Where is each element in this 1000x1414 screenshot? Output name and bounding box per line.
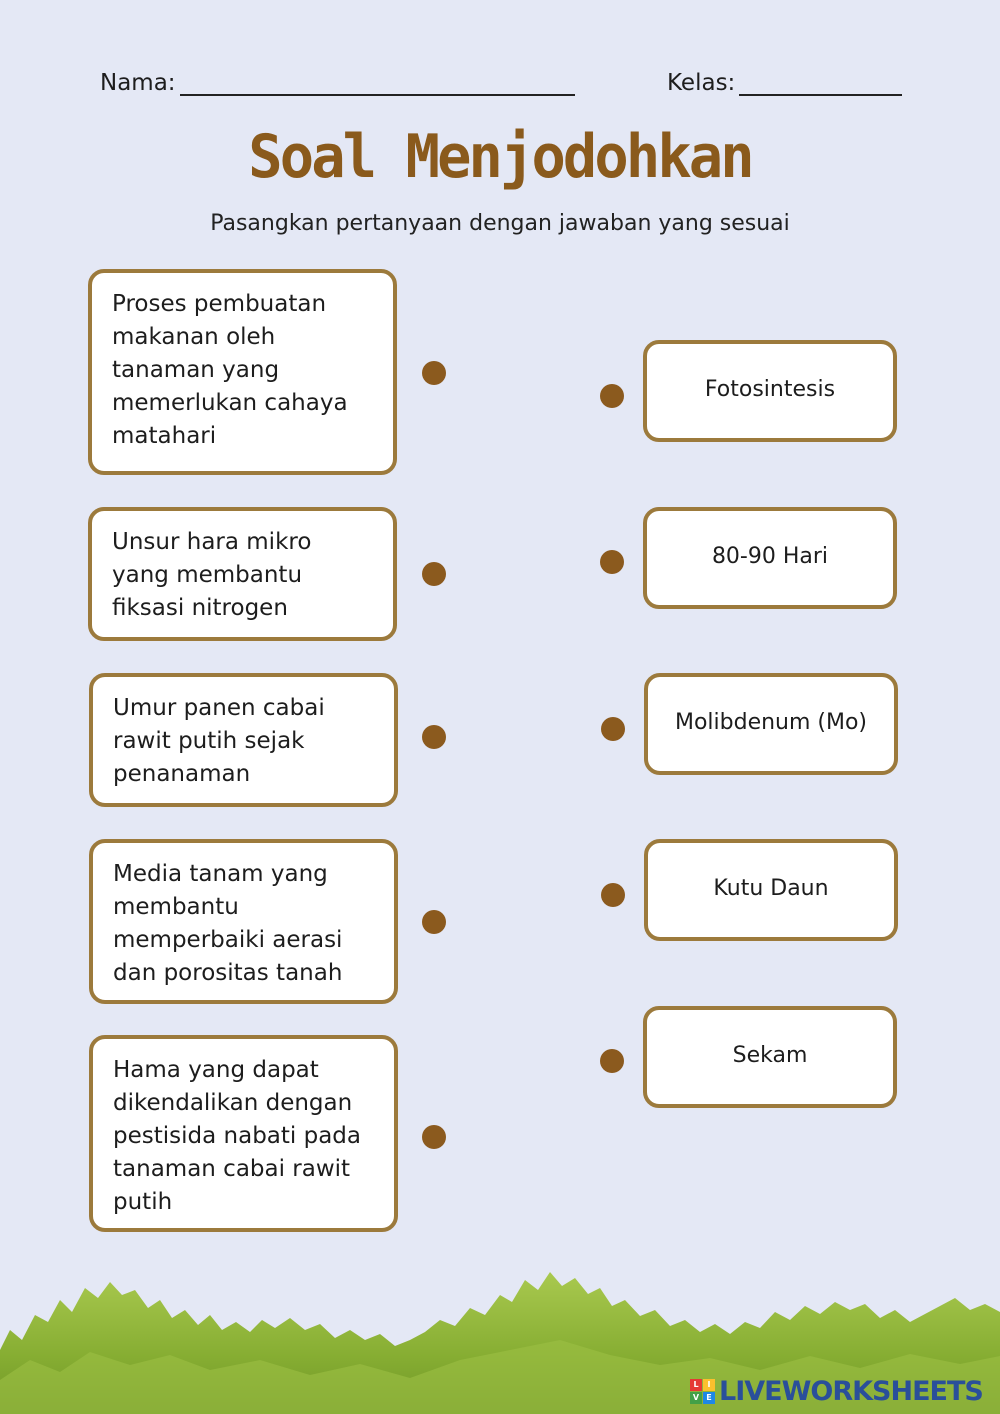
name-label: Nama: bbox=[100, 70, 176, 96]
answer-card-1 bbox=[643, 340, 897, 442]
question-card-4: Media tanam yang membantu memperbaiki aerasi dan porositas tanah bbox=[89, 839, 398, 1004]
answer-card-5 bbox=[643, 1006, 897, 1108]
answer-text-1: Fotosintesis bbox=[704, 376, 836, 402]
answer-dot-5[interactable] bbox=[600, 1049, 624, 1073]
answer-card-3 bbox=[644, 673, 898, 775]
question-card-2: Unsur hara mikro yang membantu fiksasi nitrogen bbox=[88, 507, 397, 641]
answer-dot-1[interactable] bbox=[600, 384, 624, 408]
class-label: Kelas: bbox=[667, 70, 736, 96]
question-dot-5[interactable] bbox=[422, 1125, 446, 1149]
name-blank bbox=[180, 70, 575, 96]
answer-dot-2[interactable] bbox=[600, 550, 624, 574]
liveworksheets-brand[interactable] bbox=[690, 1374, 983, 1408]
answer-text-2: 80-90 Hari bbox=[711, 543, 829, 569]
question-dot-4[interactable] bbox=[422, 910, 446, 934]
question-card-1: Proses pembuatan makanan oleh tanaman yang memerlukan cahaya matahari bbox=[88, 269, 397, 475]
name-field bbox=[100, 70, 575, 96]
question-dot-1[interactable] bbox=[422, 361, 446, 385]
answer-text-3: Molibdenum (Mo) bbox=[674, 709, 868, 735]
instructions: Pasangkan pertanyaan dengan jawaban yang sesuai bbox=[210, 211, 790, 236]
brand-text: LIVEWORKSHEETS bbox=[719, 1375, 983, 1407]
class-blank bbox=[739, 70, 902, 96]
page-title: Soal Menjodohkan bbox=[248, 122, 752, 192]
question-card-5: Hama yang dapat dikendalikan dengan pestisida nabati pada tanaman cabai rawit putih bbox=[89, 1035, 398, 1232]
class-field bbox=[667, 70, 902, 96]
answer-card-4 bbox=[644, 839, 898, 941]
answer-text-5: Sekam bbox=[732, 1042, 808, 1068]
answer-text-4: Kutu Daun bbox=[713, 875, 829, 901]
question-card-3: Umur panen cabai rawit putih sejak penanaman bbox=[89, 673, 398, 807]
answer-dot-3[interactable] bbox=[601, 717, 625, 741]
question-dot-3[interactable] bbox=[422, 725, 446, 749]
answer-card-2 bbox=[643, 507, 897, 609]
question-dot-2[interactable] bbox=[422, 562, 446, 586]
answer-dot-4[interactable] bbox=[601, 883, 625, 907]
liveworksheets-logo-icon: L I V E bbox=[690, 1379, 715, 1404]
